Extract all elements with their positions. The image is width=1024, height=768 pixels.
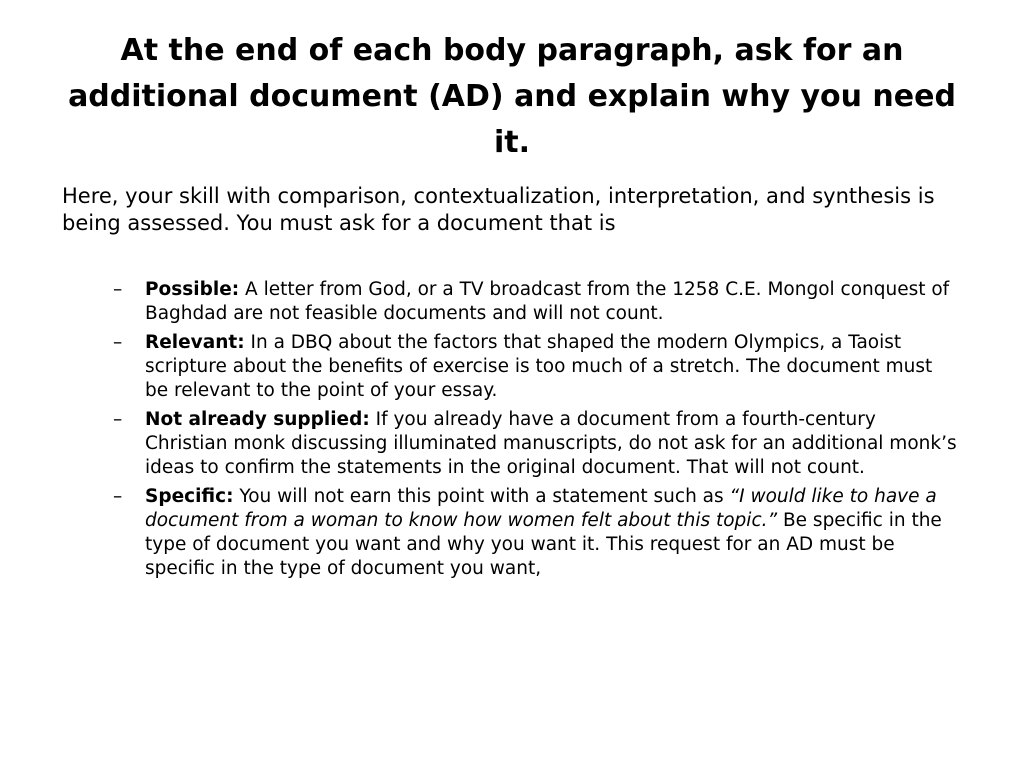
bullet-label: Relevant: [145,332,245,353]
dash-bullet-icon: – [113,279,123,300]
bullet-text: A letter from God, or a TV broadcast from the 1258 C.E. Mongol conquest of Baghdad are not feasible documents and will not count. [145,279,950,324]
bullet-text: If you already have a document from a fourth-century Christian monk discussing illuminated manuscripts, do not ask for an additional monk’s ideas to confirm the statements in the original document. That will not count. [145,409,957,478]
bullet-text: In a DBQ about the factors that shaped the modern Olympics, a Taoist scripture about the benefits of exercise is too much of a stretch. The document must be relevant to the point of your essay. [145,332,933,401]
intro-paragraph: Here, your skill with comparison, contextualization, interpretation, and synthesis is being assessed. You must ask for a document that is [62,184,935,235]
list-item-possible [113,278,960,326]
example-quote: “I would like to have a document from a woman to know how women felt about this topic.” [145,486,937,531]
list-item-not-already-supplied [113,408,960,480]
bullet-label: Not already supplied: [145,409,370,430]
bullet-text: You will not earn this point with a statement such as [233,486,730,507]
dash-bullet-icon: – [113,332,123,353]
dash-bullet-icon: – [113,486,123,507]
requirements-list [113,278,960,586]
list-item-specific [113,485,960,581]
slide-title: At the end of each body paragraph, ask for an additional document (AD) and explain why you need it. [68,33,956,160]
dash-bullet-icon: – [113,409,123,430]
bullet-label: Specific: [145,486,234,507]
list-item-relevant [113,331,960,403]
bullet-text: Be specific in the type of document you want and why you want it. This request for an AD must be specific in the type of document you want, [145,510,942,579]
bullet-label: Possible: [145,279,240,300]
